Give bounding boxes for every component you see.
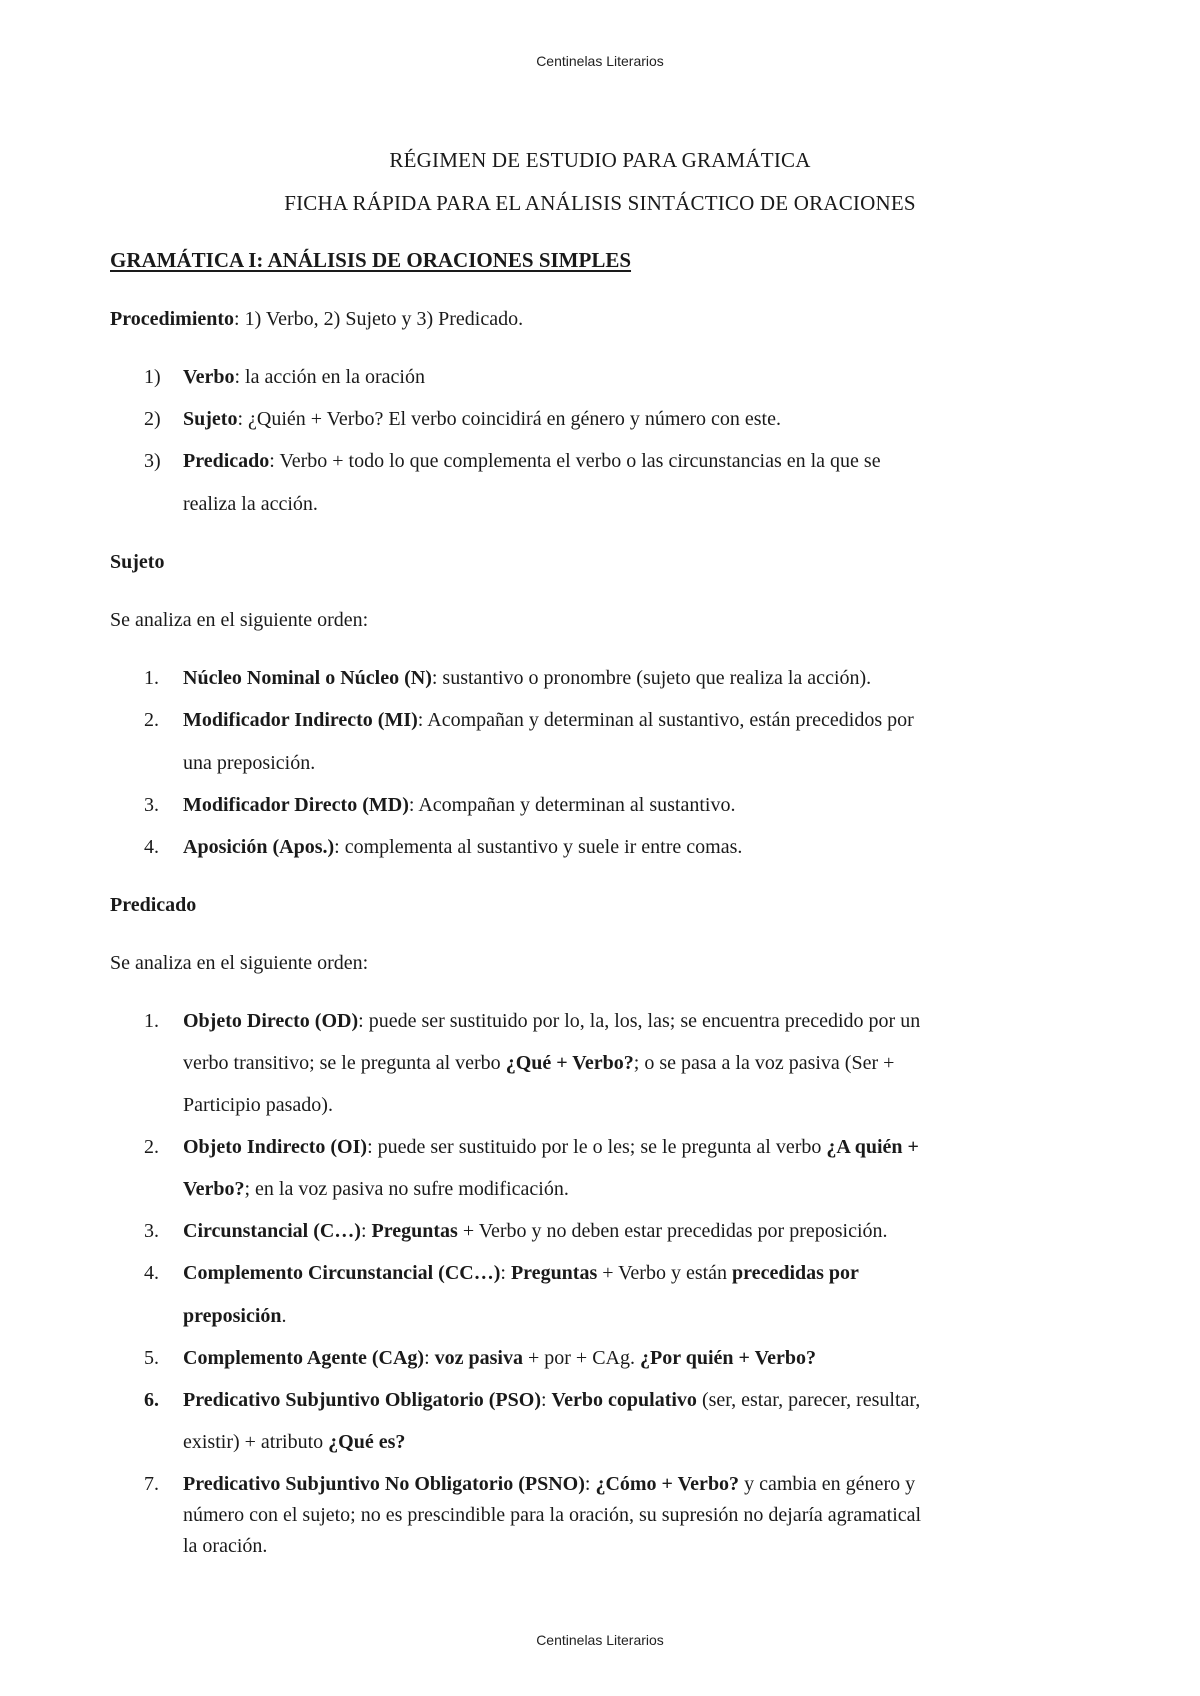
document-title: RÉGIMEN DE ESTUDIO PARA GRAMÁTICA — [389, 148, 811, 172]
list-item-continuation: realiza la acción. — [183, 493, 318, 515]
document-subtitle: FICHA RÁPIDA PARA EL ANÁLISIS SINTÁCTICO DE ORACIONES — [284, 191, 916, 215]
list-item-continuation: Participio pasado). — [183, 1094, 333, 1116]
list-item-continuation: la oración. — [183, 1535, 268, 1557]
section-heading: GRAMÁTICA I: ANÁLISIS DE ORACIONES SIMPLES — [110, 248, 632, 272]
predicate-heading: Predicado — [110, 894, 197, 916]
subject-intro: Se analiza en el siguiente orden: — [110, 609, 369, 631]
page-header: Centinelas Literarios — [536, 53, 664, 69]
list-item-continuation: una preposición. — [183, 752, 316, 774]
list-item-continuation: preposición. — [183, 1305, 287, 1327]
list-item-continuation: Verbo?; en la voz pasiva no sufre modificación. — [183, 1178, 569, 1200]
procedure-text: : 1) Verbo, 2) Sujeto y 3) Predicado. — [234, 308, 524, 330]
list-item-continuation: verbo transitivo; se le pregunta al verbo ¿Qué + Verbo?; o se pasa a la voz pasiva (Ser + — [183, 1052, 895, 1074]
page-footer: Centinelas Literarios — [536, 1632, 664, 1648]
procedure-line — [110, 308, 523, 331]
list-item-continuation: número con el sujeto; no es prescindible para la oración, su supresión no dejaría agramatical — [183, 1504, 922, 1526]
subject-heading: Sujeto — [110, 551, 165, 573]
list-item-continuation: existir) + atributo ¿Qué es? — [183, 1431, 406, 1453]
predicate-intro: Se analiza en el siguiente orden: — [110, 952, 369, 974]
procedure-label: Procedimiento — [110, 308, 235, 330]
